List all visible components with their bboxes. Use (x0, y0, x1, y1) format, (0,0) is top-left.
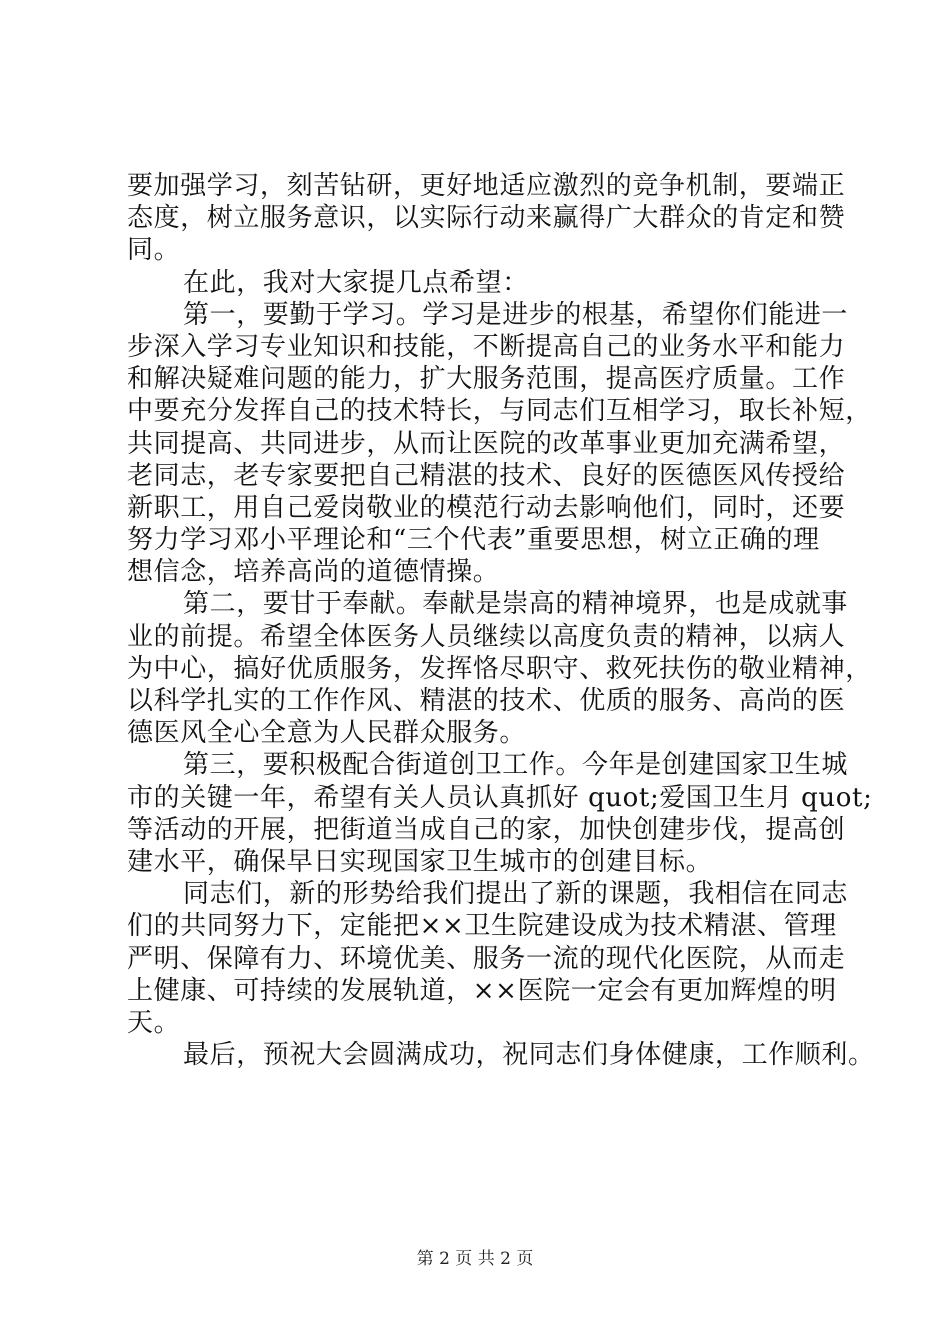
text-line: 和解决疑难问题的能力，扩大服务范围，提高医疗质量。工作 (127, 364, 846, 395)
text-line: 新职工，用自己爱岗敬业的模范行动去影响他们，同时，还要 (127, 492, 846, 523)
text-line: 严明、保障有力、环境优美、服务一流的现代化医院，从而走 (127, 943, 846, 974)
text-line: 第三，要积极配合街道创卫工作。今年是创建国家卫生城 (183, 750, 849, 781)
text-line: 们的共同努力下，定能把××卫生院建设成为技术精湛、管理 (127, 911, 837, 942)
text-line: 同志们，新的形势给我们提出了新的课题，我相信在同志 (183, 879, 849, 910)
text-line: 态度，树立服务意识，以实际行动来赢得广大群众的肯定和赞 (127, 203, 846, 234)
text-line: 第一，要勤于学习。学习是进步的根基，希望你们能进一 (183, 299, 849, 330)
text-line: 天。 (127, 1007, 181, 1038)
text-line: 步深入学习专业知识和技能，不断提高自己的业务水平和能力 (127, 331, 846, 362)
text-line: 要加强学习，刻苦钻研，更好地适应激烈的竞争机制，要端正 (127, 171, 846, 201)
text-line: 上健康、可持续的发展轨道，××医院一定会有更加辉煌的明 (127, 975, 837, 1006)
text-line: 在此，我对大家提几点希望： (183, 267, 529, 298)
text-line: 最后，预祝大会圆满成功，祝同志们身体健康，工作顺利。 (183, 1040, 875, 1071)
text-line: 业的前提。希望全体医务人员继续以高度负责的精神，以病人 (127, 621, 846, 652)
text-line: 同。 (127, 235, 181, 266)
text-line: 为中心，搞好优质服务，发挥恪尽职守、救死扶伤的敬业精神， (127, 653, 872, 684)
text-line: 德医风全心全意为人民群众服务。 (127, 718, 527, 749)
text-line: 等活动的开展，把街道当成自己的家，加快创建步伐，提高创 (127, 814, 846, 845)
text-line: 建水平，确保早日实现国家卫生城市的创建目标。 (127, 846, 713, 877)
text-line: 中要充分发挥自己的技术特长，与同志们互相学习，取长补短， (127, 396, 872, 427)
text-line: 第二，要甘于奉献。奉献是崇高的精神境界，也是成就事 (183, 589, 849, 620)
text-line: 想信念，培养高尚的道德情操。 (127, 557, 500, 588)
text-line: 共同提高、共同进步，从而让医院的改革事业更加充满希望， (127, 428, 846, 459)
text-line: 努力学习邓小平理论和“三个代表”重要思想，树立正确的理 (127, 525, 820, 556)
text-line: 以科学扎实的工作作风、精湛的技术、优质的服务、高尚的医 (127, 686, 846, 716)
text-line: 老同志，老专家要把自己精湛的技术、良好的医德医风传授给 (127, 460, 846, 491)
page-number-footer: 第 2 页 共 2 页 (416, 1249, 534, 1269)
text-line: 市的关键一年，希望有关人员认真抓好 quot;爱国卫生月 quot; (127, 782, 873, 813)
document-body (127, 170, 875, 1071)
